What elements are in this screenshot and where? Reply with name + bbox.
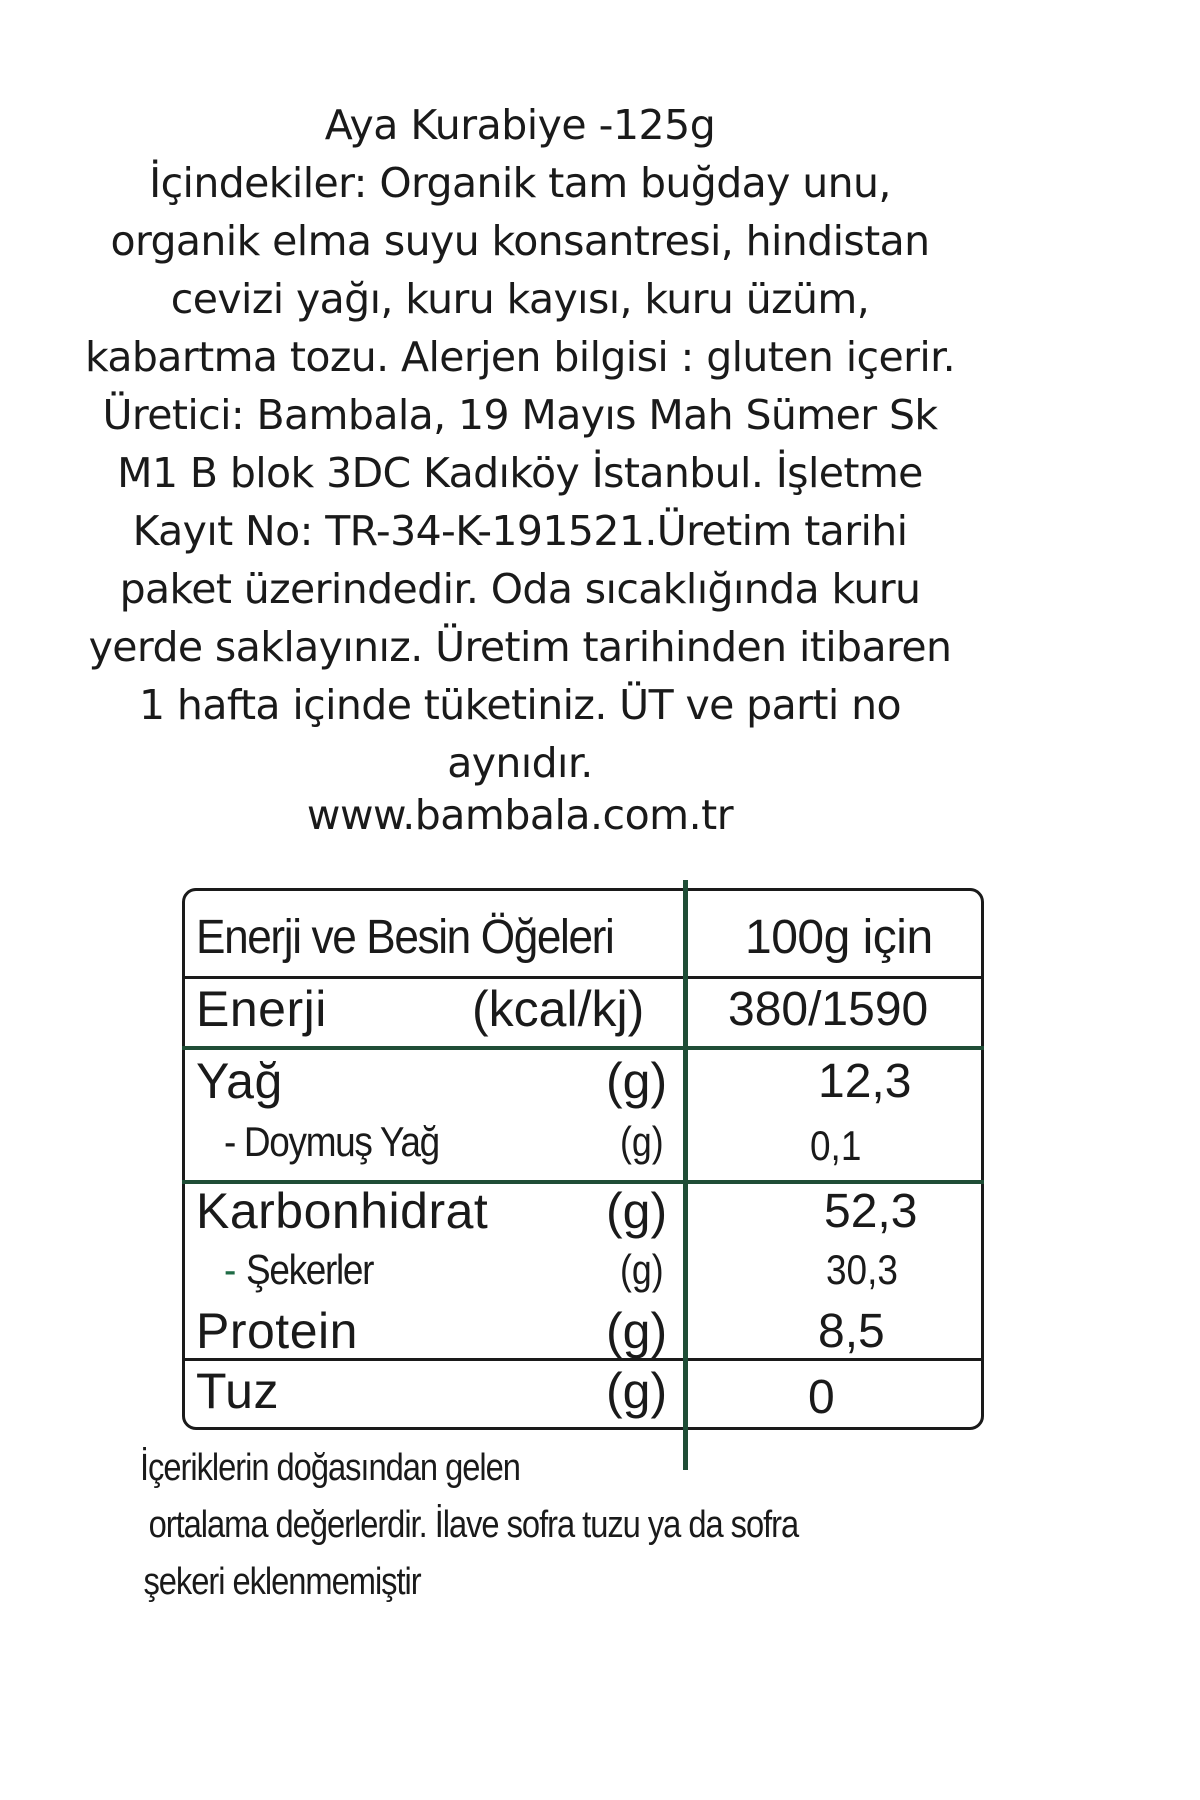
ingredients-line: M1 B blok 3DC Kadıköy İstanbul. İşletme xyxy=(117,449,923,497)
row-unit-salt: (g) xyxy=(606,1363,668,1419)
footnote-line: İçeriklerin doğasından gelen xyxy=(140,1447,520,1489)
website-url: www.bambala.com.tr xyxy=(306,791,734,839)
ingredients-line: aynıdır. xyxy=(447,739,593,787)
row-name-carbohydrate: Karbonhidrat xyxy=(196,1183,489,1239)
row-name-energy: Enerji xyxy=(196,981,327,1037)
row-unit-protein: (g) xyxy=(606,1303,668,1359)
ingredients-line: Üretici: Bambala, 19 Mayıs Mah Sümer Sk xyxy=(102,391,938,439)
product-title: Aya Kurabiye -125g xyxy=(324,101,716,149)
ingredients-line: paket üzerindedir. Oda sıcaklığında kuru xyxy=(119,565,921,613)
row-value-fat: 12,3 xyxy=(818,1055,912,1108)
row-name-protein: Protein xyxy=(196,1303,358,1359)
row-unit-fat: (g) xyxy=(606,1053,668,1109)
ingredients-line: organik elma suyu konsantresi, hindistan xyxy=(110,217,930,265)
row-name-salt: Tuz xyxy=(196,1363,279,1419)
ingredients-line: yerde saklayınız. Üretim tarihinden itibaren xyxy=(88,623,952,671)
table-header-value: 100g için xyxy=(745,911,933,964)
ingredients-line: Kayıt No: TR-34-K-191521.Üretim tarihi xyxy=(132,507,908,555)
ingredients-line: kabartma tozu. Alerjen bilgisi : gluten içerir. xyxy=(84,333,956,381)
row-unit-energy: (kcal/kj) xyxy=(472,981,645,1037)
ingredients-line: cevizi yağı, kuru kayısı, kuru üzüm, xyxy=(170,275,870,323)
row-unit-carbohydrate: (g) xyxy=(606,1183,668,1239)
ingredients-line: İçindekiler: Organik tam buğday unu, xyxy=(149,159,891,207)
footnote xyxy=(140,1440,914,1611)
row-name-saturated-fat: - Doymuş Yağ xyxy=(224,1118,439,1165)
row-value-salt: 0 xyxy=(808,1371,835,1424)
ingredients-paragraph xyxy=(70,154,970,792)
row-value-energy: 380/1590 xyxy=(728,983,929,1036)
footnote-line: ortalama değerlerdir. İlave sofra tuzu ya da sofra xyxy=(148,1504,799,1546)
table-header-divider xyxy=(182,976,984,979)
table-column-divider xyxy=(683,880,688,1470)
row-unit-sugars: (g) xyxy=(620,1246,664,1293)
row-value-saturated-fat: 0,1 xyxy=(810,1122,862,1169)
row-name-fat: Yağ xyxy=(196,1053,283,1109)
row-value-sugars: 30,3 xyxy=(826,1246,898,1293)
footnote-line: şekeri eklenmemiştir xyxy=(143,1561,421,1603)
row-value-carbohydrate: 52,3 xyxy=(824,1185,918,1238)
row-name-sugars: Şekerler xyxy=(246,1246,374,1293)
ingredients-line: 1 hafta içinde tüketiniz. ÜT ve parti no xyxy=(139,681,901,729)
row-value-protein: 8,5 xyxy=(818,1305,885,1358)
table-header-label: Enerji ve Besin Öğeleri xyxy=(196,911,614,964)
row-dash-sugars: - xyxy=(224,1246,235,1293)
table-row-divider xyxy=(182,1046,984,1050)
website-clip xyxy=(0,791,1040,839)
row-unit-saturated-fat: (g) xyxy=(620,1118,664,1165)
